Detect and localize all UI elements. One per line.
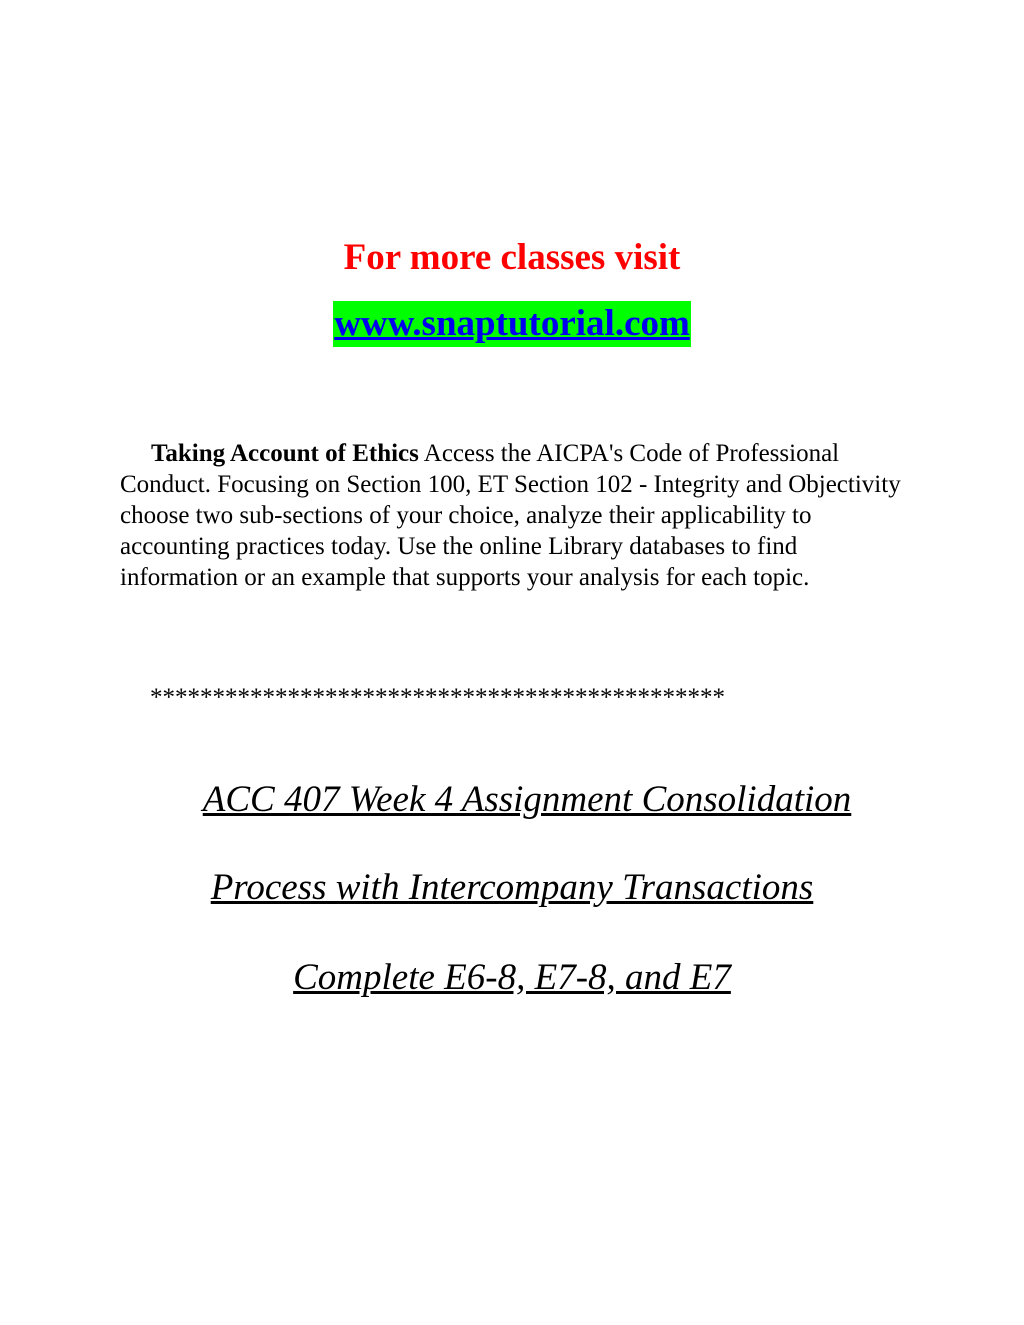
description-paragraph [120,438,910,593]
promo-link[interactable]: www.snaptutorial.com [333,301,691,347]
assignment-title-line-1[interactable] [15,777,1024,823]
separator-line: ********************************************** [150,684,725,711]
description-lead: Taking Account of Ethics [151,440,419,467]
assignment-title-text[interactable]: Process with Intercompany Transactions [210,867,814,908]
assignment-title-line-2[interactable] [0,865,1024,911]
assignment-title-text[interactable]: Complete E6-8, E7-8, and E7 [293,957,731,998]
description-text: Access the AICPA's Code of Professional Conduct. Focusing on Section 100, ET Section 102 - Integrity and Objectivity choose two sub-sections of your choice, analyze their applicability to accounting practices today. Use the online Library databases to find information or an example that supports your analysis for each topic. [120,440,901,591]
assignment-title-line-3[interactable] [0,955,1024,1001]
promo-link-row [0,301,1024,347]
assignment-title-text[interactable]: ACC 407 Week 4 Assignment Consolidation [202,779,852,820]
promo-heading: For more classes visit [343,237,681,278]
